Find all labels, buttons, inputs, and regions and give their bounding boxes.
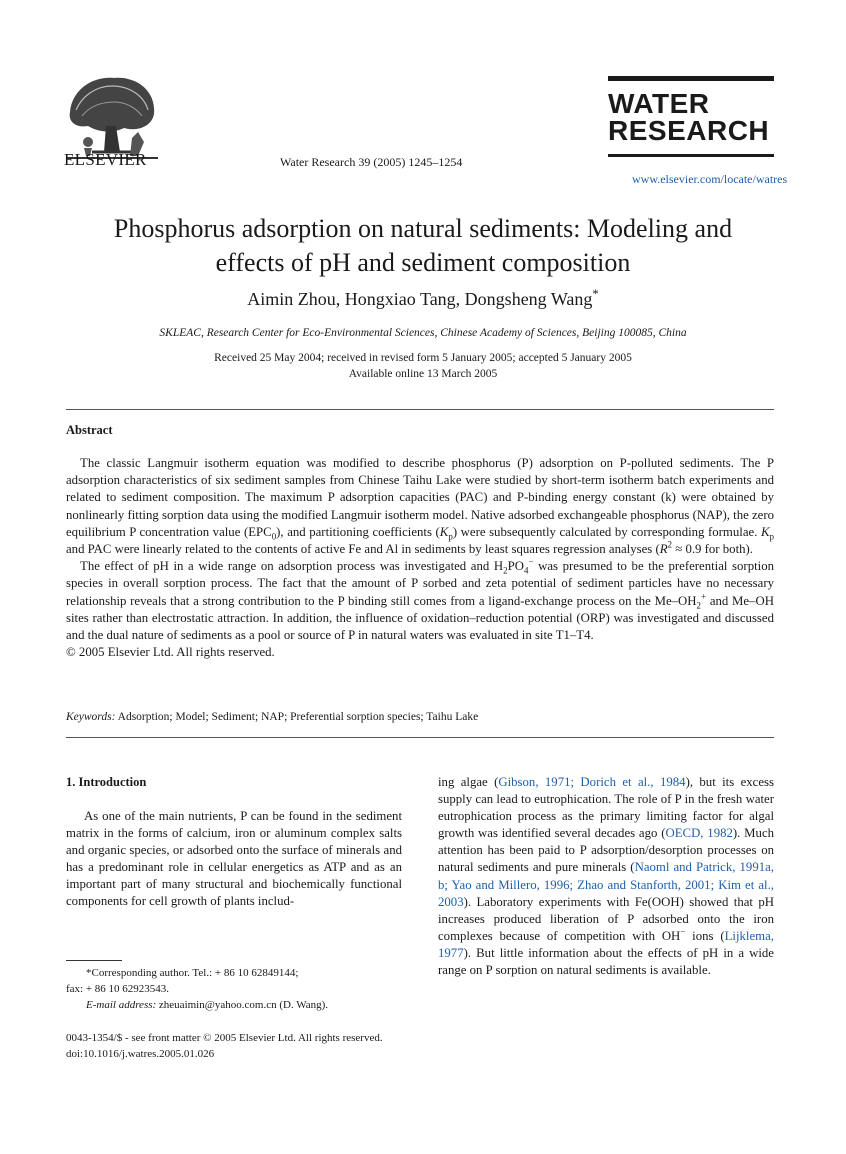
footnote-line-2: fax: + 86 10 62923543. [66, 983, 170, 995]
brand-bottom-rule [608, 154, 774, 157]
divider-top [66, 409, 774, 410]
email-address[interactable]: zheuaimin@yahoo.com.cn (D. Wang). [156, 999, 329, 1011]
keywords-text: Adsorption; Model; Sediment; NAP; Preferential sorption species; Taihu Lake [115, 711, 479, 723]
intro-paragraph-1: As one of the main nutrients, P can be found in the sediment matrix in the forms of calcium, iron or aluminum complex salts and organic species, or adsorbed onto the surface of minerals and has a predominant role in cellular energetics as ATP and as an important part of many structural and biochemically functional components for cell growth of plants includ- [66, 809, 402, 909]
abstract-body [66, 455, 774, 661]
title-line-1: Phosphorus adsorption on natural sediments: Modeling and [113, 214, 733, 243]
title-line-2: effects of pH and sediment composition [215, 248, 631, 277]
affiliation: SKLEAC, Research Center for Eco-Environmental Sciences, Chinese Academy of Sciences, Beijing 100085, China [159, 327, 687, 339]
issn-line: 0043-1354/$ - see front matter © 2005 Elsevier Ltd. All rights reserved. [66, 1032, 383, 1044]
divider-bottom [66, 737, 774, 738]
brand-top-rule [608, 76, 774, 81]
section-heading-introduction: 1. Introduction [66, 775, 147, 789]
abstract-heading: Abstract [66, 423, 113, 437]
keywords [66, 711, 478, 723]
publisher-name: ELSEVIER [64, 150, 147, 169]
corresponding-author-mark[interactable]: * [592, 287, 599, 301]
received-dates: Received 25 May 2004; received in revised form 5 January 2005; accepted 5 January 2005 [214, 352, 632, 364]
footnote-line-1: *Corresponding author. Tel.: + 86 10 62849144; [86, 967, 299, 979]
doi-line: doi:10.1016/j.watres.2005.01.026 [66, 1048, 215, 1060]
author-list [60, 289, 786, 310]
intro-paragraph-continued: ing algae (Gibson, 1971; Dorich et al., 1984), but its excess supply can lead to eutrophication. The role of P in the fresh water eutrophication process as the primary limiting factor for algal growth was identified several decades ago (OECD, 1982). Much attention has been paid to P adsorption/desorption processes on natural sediments and pure minerals (Naoml and Patrick, 1991a, b; Yao and Millero, 1996; Zhao and Stanforth, 2001; Kim et al., 2003). Laboratory experiments with Fe(OOH) showed that pH increases produced liberation of P adsorbed onto the iron complexes because of competition with OH− ions (Lijklema, 1977). But little information about the effects of pH in a wide range on P sorption on natural sediments is available. [438, 775, 775, 978]
abstract-copyright: © 2005 Elsevier Ltd. All rights reserved. [66, 645, 275, 660]
intro-right-column [438, 774, 774, 979]
footnote-email: E-mail address: zheuaimin@yahoo.com.cn (D. Wang). [86, 999, 329, 1011]
front-matter-info [66, 1030, 383, 1062]
keywords-label: Keywords: [66, 711, 116, 723]
citation-link[interactable]: OECD, 1982 [665, 826, 733, 841]
citation-link[interactable]: Naoml and Patrick, 1991a, b; Yao and Millero, 1996; Zhao and Stanforth, 2001; Kim et al., 2003 [438, 860, 774, 909]
article-dates [60, 350, 786, 382]
journal-brand-line1: WATER [608, 88, 710, 119]
journal-brand-line2: RESEARCH [608, 115, 770, 146]
abstract-paragraph-2: The effect of pH in a wide range on adsorption process was investigated and $H_2PO_4^-$ was presumed to be the preferential sorption species in overall sorption process. The fact that the amount of P sorbed and zeta potential of sediment particles have no necessary relationship reveals that a strong contribution to the P binding still comes from a ligand-exchange process on the $Me-OH_2^+$ and Me–OH sites rather than electrostatic attraction. In addition, the influence of oxidation–reduction potential (ORP) was investigated and discussed and the dual nature of sediments as a pool or source of P in natural waters was evaluated in site T1–T4. [66, 556, 774, 643]
authors-text: Aimin Zhou, Hongxiao Tang, Dongsheng Wang [247, 289, 593, 309]
available-online-date: Available online 13 March 2005 [348, 368, 498, 380]
journal-brand [608, 90, 769, 144]
journal-url-link[interactable]: www.elsevier.com/locate/watres [632, 172, 788, 186]
corresponding-author-footnote [66, 965, 406, 1013]
journal-citation: Water Research 39 (2005) 1245–1254 [280, 155, 463, 169]
citation-link[interactable]: Lijklema, 1977 [438, 928, 774, 960]
article-title [60, 212, 786, 280]
abstract-paragraph-1: The classic Langmuir isotherm equation was modified to describe phosphorus (P) adsorption on P-polluted sediments. The P adsorption characteristics of six sediment samples from Chinese Taihu Lake were studied by short-term isotherm batch experiments and related to sediment composition. The maximum P adsorption capacities (PAC) and P-binding energy constant (k) were obtained by nonlinearly fitting sorption data using the modified Langmuir isotherm model. Native adsorbed exchangeable phosphorus (NAP), the zero equilibrium P concentration value $(EPC_0)$, and partitioning coefficients $(K_p)$ were subsequently calculated by corresponding formulae. $K_p$ and PAC were linearly related to the contents of active Fe and Al in sediments by least squares regression analyses ($R^2 \approx 0.9$ for both). [66, 456, 774, 557]
citation-link[interactable]: Gibson, 1971; Dorich et al., 1984 [498, 775, 686, 789]
elsevier-tree-logo [62, 72, 162, 160]
footnote-rule [66, 960, 122, 961]
intro-left-column [66, 808, 402, 911]
